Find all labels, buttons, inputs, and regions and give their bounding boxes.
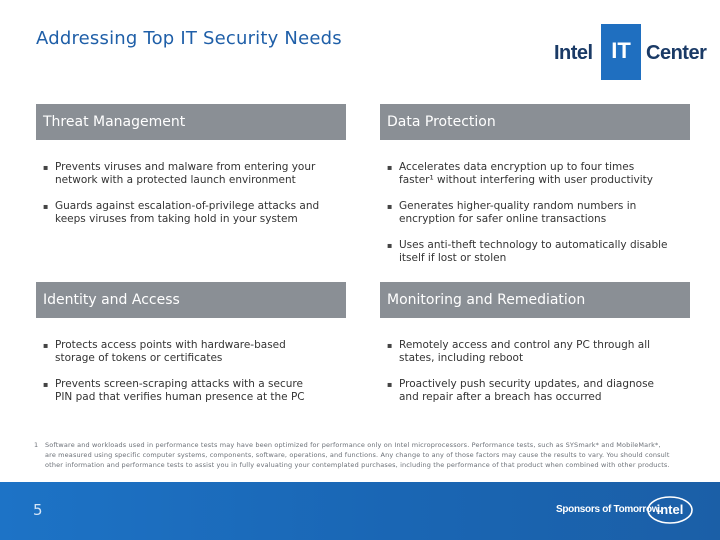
list-item bbox=[384, 339, 694, 365]
identity-and-access-list bbox=[40, 339, 350, 417]
panel-header-data-protection: Data Protection bbox=[380, 104, 690, 140]
logo-intel-text: Intel bbox=[554, 42, 593, 64]
panel-header-monitoring-and-remediation: Monitoring and Remediation bbox=[380, 282, 690, 318]
logo-it-text: IT bbox=[611, 38, 631, 63]
intel-logo-icon bbox=[646, 494, 694, 526]
bullet-icon: ▪ bbox=[43, 163, 49, 172]
bullet-line: states, including reboot bbox=[399, 352, 524, 364]
bullet-line: and repair after a breach has occurred bbox=[399, 391, 602, 403]
footnote-number: 1 bbox=[34, 441, 39, 449]
bullet-line: Accelerates data encryption up to four times bbox=[399, 161, 635, 173]
bullet-line: Guards against escalation-of-privilege attacks and bbox=[55, 200, 320, 212]
slide-title: Addressing Top IT Security Needs bbox=[36, 28, 342, 49]
list-item bbox=[40, 200, 350, 226]
list-item bbox=[40, 378, 350, 404]
bullet-line: PIN pad that verifies human presence at the PC bbox=[55, 391, 305, 403]
list-item bbox=[384, 161, 694, 187]
logo-center-text: Center bbox=[646, 42, 707, 64]
page-number: 5 bbox=[33, 501, 43, 519]
footnote bbox=[34, 440, 694, 470]
logo-it-box bbox=[601, 24, 641, 80]
footnote-line: Software and workloads used in performance tests may have been optimized for performance only on Intel microprocessors. Performance tests, such as SYSmark* and MobileMark*, bbox=[45, 441, 661, 449]
bullet-line: Prevents viruses and malware from entering your bbox=[55, 161, 316, 173]
bullet-line: faster¹ without interfering with user productivity bbox=[399, 174, 653, 186]
list-item bbox=[40, 339, 350, 365]
panel-header-threat-management: Threat Management bbox=[36, 104, 346, 140]
bullet-line: Proactively push security updates, and diagnose bbox=[399, 378, 655, 390]
panel-header-identity-and-access: Identity and Access bbox=[36, 282, 346, 318]
footnote-line: are measured using specific computer systems, components, software, operations, and functions. Any change to any of those factors may cause the results to vary. You should consult bbox=[45, 451, 670, 459]
bullet-line: keeps viruses from taking hold in your system bbox=[55, 213, 298, 225]
bullet-icon: ▪ bbox=[387, 241, 393, 250]
list-item bbox=[384, 378, 694, 404]
bullet-line: itself if lost or stolen bbox=[399, 252, 507, 264]
bullet-line: Prevents screen-scraping attacks with a secure bbox=[55, 378, 303, 390]
bullet-icon: ▪ bbox=[387, 380, 393, 389]
sponsors-tagline: Sponsors of Tomorrow. bbox=[556, 504, 662, 515]
bullet-line: Protects access points with hardware-based bbox=[55, 339, 286, 351]
monitoring-and-remediation-list bbox=[384, 339, 694, 417]
footer-bar bbox=[0, 482, 720, 540]
intel-logo-text: intel bbox=[656, 502, 684, 517]
bullet-line: network with a protected launch environment bbox=[55, 174, 296, 186]
bullet-line: encryption for safer online transactions bbox=[399, 213, 607, 225]
data-protection-list bbox=[384, 161, 694, 278]
list-item bbox=[40, 161, 350, 187]
bullet-icon: ▪ bbox=[387, 202, 393, 211]
bullet-line: Uses anti-theft technology to automatically disable bbox=[399, 239, 668, 251]
footnote-line: other information and performance tests to assist you in fully evaluating your contemplated purchases, including the performance of that product when combined with other products. bbox=[45, 461, 670, 469]
bullet-line: Remotely access and control any PC through all bbox=[399, 339, 651, 351]
bullet-icon: ▪ bbox=[43, 341, 49, 350]
bullet-icon: ▪ bbox=[43, 380, 49, 389]
bullet-line: Generates higher-quality random numbers in bbox=[399, 200, 637, 212]
threat-management-list bbox=[40, 161, 350, 239]
bullet-icon: ▪ bbox=[43, 202, 49, 211]
bullet-line: storage of tokens or certificates bbox=[55, 352, 223, 364]
bullet-icon: ▪ bbox=[387, 163, 393, 172]
intel-it-center-logo bbox=[550, 24, 707, 80]
list-item bbox=[384, 200, 694, 226]
bullet-icon: ▪ bbox=[387, 341, 393, 350]
list-item bbox=[384, 239, 694, 265]
